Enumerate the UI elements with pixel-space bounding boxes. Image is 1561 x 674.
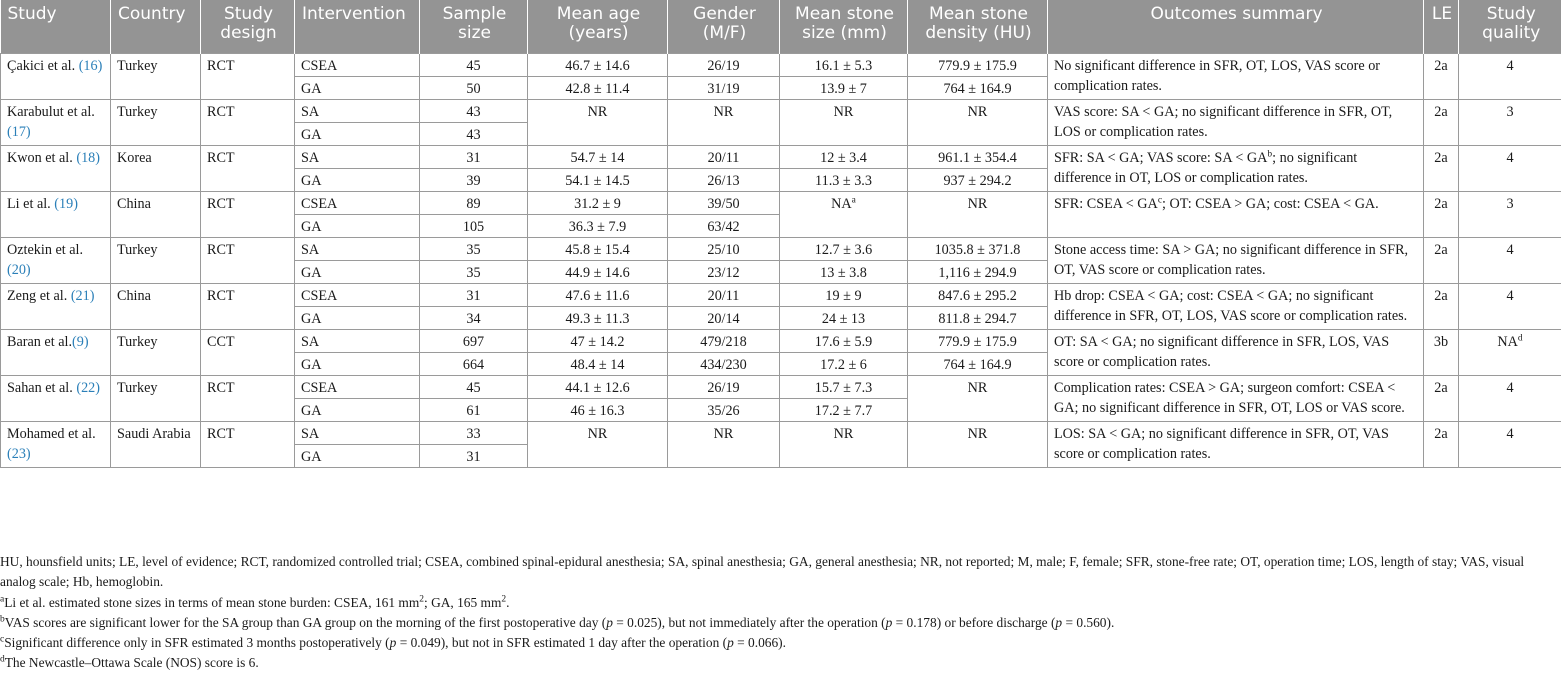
sample-size-cell: 34 bbox=[420, 306, 528, 329]
mean-age-cell: 44.9 ± 14.6 bbox=[528, 260, 668, 283]
header-mean-stone-size: Mean stone size (mm) bbox=[780, 0, 908, 53]
outcomes-text: SFR: SA < GA; VAS score: SA < GA bbox=[1054, 150, 1267, 166]
outcomes-cell: OT: SA < GA; no significant difference in SFR, LOS, VAS score or complication rates. bbox=[1048, 329, 1424, 375]
stone-size-cell: 13 ± 3.8 bbox=[780, 260, 908, 283]
intervention-cell: GA bbox=[295, 214, 420, 237]
p-symbol: p bbox=[886, 615, 893, 630]
design-cell: RCT bbox=[201, 53, 295, 99]
intervention-cell: CSEA bbox=[295, 375, 420, 398]
mean-age-cell: NR bbox=[528, 99, 668, 145]
outcomes-cell: Stone access time: SA > GA; no significant difference in SFR, OT, VAS score or complication rates. bbox=[1048, 237, 1424, 283]
gender-cell: 20/11 bbox=[668, 283, 780, 306]
outcomes-cell bbox=[1048, 145, 1424, 191]
header-row bbox=[1, 0, 1561, 53]
country-cell: Korea bbox=[111, 145, 201, 191]
stone-density-cell: 1,116 ± 294.9 bbox=[908, 260, 1048, 283]
sample-size-cell: 31 bbox=[420, 444, 528, 467]
study-ref-link[interactable]: (16) bbox=[79, 58, 103, 74]
table-row bbox=[1, 53, 1561, 76]
outcomes-text: ; OT: CSEA > GA; cost: CSEA < GA. bbox=[1162, 196, 1379, 212]
outcomes-cell: No significant difference in SFR, OT, LOS, VAS score or complication rates. bbox=[1048, 53, 1424, 99]
table-row bbox=[1, 145, 1561, 168]
study-name: Oztekin et al. bbox=[7, 242, 83, 258]
study-ref-link[interactable]: (22) bbox=[76, 380, 100, 396]
le-cell: 2a bbox=[1424, 421, 1459, 467]
header-sample-size: Sample size bbox=[420, 0, 528, 53]
le-cell: 2a bbox=[1424, 375, 1459, 421]
study-ref-link[interactable]: (23) bbox=[7, 446, 31, 462]
outcomes-text: ; no significant difference in OT, LOS or complication rates. bbox=[1054, 150, 1357, 187]
country-cell: Turkey bbox=[111, 53, 201, 99]
footnote-a bbox=[0, 593, 1561, 613]
footnote-mark: b bbox=[0, 614, 5, 624]
le-cell: 2a bbox=[1424, 191, 1459, 237]
study-name: Sahan et al. bbox=[7, 380, 73, 396]
table-row bbox=[1, 421, 1561, 444]
stone-density-cell: 937 ± 294.2 bbox=[908, 168, 1048, 191]
table-footnotes bbox=[0, 552, 1561, 674]
intervention-cell: CSEA bbox=[295, 53, 420, 76]
sample-size-cell: 35 bbox=[420, 260, 528, 283]
table-row bbox=[1, 283, 1561, 306]
superscript: 2 bbox=[419, 594, 424, 604]
header-gender: Gender (M/F) bbox=[668, 0, 780, 53]
header-le: LE bbox=[1424, 0, 1459, 53]
country-cell: Turkey bbox=[111, 375, 201, 421]
mean-age-cell: 49.3 ± 11.3 bbox=[528, 306, 668, 329]
le-cell: 2a bbox=[1424, 283, 1459, 329]
gender-cell: 35/26 bbox=[668, 398, 780, 421]
footnote-mark: a bbox=[852, 195, 856, 205]
intervention-cell: GA bbox=[295, 168, 420, 191]
quality-cell: 4 bbox=[1459, 53, 1561, 99]
footnote-text: = 0.066). bbox=[734, 635, 786, 650]
mean-age-cell: 46.7 ± 14.6 bbox=[528, 53, 668, 76]
intervention-cell: CSEA bbox=[295, 283, 420, 306]
p-symbol: p bbox=[606, 615, 613, 630]
stone-size-cell: 15.7 ± 7.3 bbox=[780, 375, 908, 398]
study-ref-link[interactable]: (9) bbox=[72, 334, 89, 350]
mean-age-cell: 36.3 ± 7.9 bbox=[528, 214, 668, 237]
sample-size-cell: 105 bbox=[420, 214, 528, 237]
intervention-cell: SA bbox=[295, 145, 420, 168]
intervention-cell: GA bbox=[295, 306, 420, 329]
mean-age-cell: 45.8 ± 15.4 bbox=[528, 237, 668, 260]
table-row bbox=[1, 375, 1561, 398]
intervention-cell: GA bbox=[295, 444, 420, 467]
study-cell bbox=[1, 145, 111, 191]
design-cell: CCT bbox=[201, 329, 295, 375]
stone-density-cell: 811.8 ± 294.7 bbox=[908, 306, 1048, 329]
footnote-text: Significant difference only in SFR estimated 3 months postoperatively ( bbox=[4, 635, 389, 650]
mean-age-cell: 48.4 ± 14 bbox=[528, 352, 668, 375]
gender-cell: NR bbox=[668, 421, 780, 467]
outcomes-cell: Hb drop: CSEA < GA; cost: CSEA < GA; no significant difference in SFR, OT, LOS, VAS score or complication rates. bbox=[1048, 283, 1424, 329]
gender-cell: 39/50 bbox=[668, 191, 780, 214]
design-cell: RCT bbox=[201, 191, 295, 237]
stone-density-cell: 779.9 ± 175.9 bbox=[908, 53, 1048, 76]
study-name: Kwon et al. bbox=[7, 150, 73, 166]
gender-cell: 26/19 bbox=[668, 375, 780, 398]
study-cell bbox=[1, 99, 111, 145]
outcomes-cell: Complication rates: CSEA > GA; surgeon comfort: CSEA < GA; no significant difference in SFR, OT, LOS or VAS score. bbox=[1048, 375, 1424, 421]
quality-cell: 4 bbox=[1459, 375, 1561, 421]
footnote-text: = 0.178) or before discharge ( bbox=[892, 615, 1055, 630]
header-country: Country bbox=[111, 0, 201, 53]
stone-density-cell: NR bbox=[908, 99, 1048, 145]
stone-size-cell: 12.7 ± 3.6 bbox=[780, 237, 908, 260]
mean-age-cell: 54.7 ± 14 bbox=[528, 145, 668, 168]
study-ref-link[interactable]: (19) bbox=[54, 196, 78, 212]
footnote-c bbox=[0, 633, 1561, 653]
quality-cell: 4 bbox=[1459, 283, 1561, 329]
outcomes-cell bbox=[1048, 191, 1424, 237]
stone-size-cell: 11.3 ± 3.3 bbox=[780, 168, 908, 191]
mean-age-cell: 54.1 ± 14.5 bbox=[528, 168, 668, 191]
intervention-cell: GA bbox=[295, 122, 420, 145]
outcomes-text: SFR: CSEA < GA bbox=[1054, 196, 1158, 212]
le-cell: 2a bbox=[1424, 53, 1459, 99]
study-name: Mohamed et al. bbox=[7, 426, 96, 442]
study-name: Çakici et al. bbox=[7, 58, 75, 74]
superscript: 2 bbox=[501, 594, 506, 604]
p-symbol: p bbox=[390, 635, 397, 650]
header-mean-age: Mean age (years) bbox=[528, 0, 668, 53]
design-cell: RCT bbox=[201, 421, 295, 467]
country-cell: China bbox=[111, 283, 201, 329]
quality-cell: 3 bbox=[1459, 191, 1561, 237]
p-symbol: p bbox=[1055, 615, 1062, 630]
mean-age-cell: 46 ± 16.3 bbox=[528, 398, 668, 421]
study-cell bbox=[1, 375, 111, 421]
stone-size-cell: 19 ± 9 bbox=[780, 283, 908, 306]
stone-density-cell: 847.6 ± 295.2 bbox=[908, 283, 1048, 306]
gender-cell: NR bbox=[668, 99, 780, 145]
sample-size-cell: 697 bbox=[420, 329, 528, 352]
gender-cell: 31/19 bbox=[668, 76, 780, 99]
design-cell: RCT bbox=[201, 375, 295, 421]
footnote-mark: d bbox=[1518, 333, 1523, 343]
study-name: Zeng et al. bbox=[7, 288, 67, 304]
quality-text: NA bbox=[1497, 334, 1518, 350]
stone-density-cell: 764 ± 164.9 bbox=[908, 76, 1048, 99]
gender-cell: 26/19 bbox=[668, 53, 780, 76]
footnote-text: . bbox=[506, 595, 509, 610]
study-name: Karabulut et al. bbox=[7, 104, 95, 120]
stone-size-cell: 24 ± 13 bbox=[780, 306, 908, 329]
study-name: Li et al. bbox=[7, 196, 51, 212]
design-cell: RCT bbox=[201, 145, 295, 191]
intervention-cell: GA bbox=[295, 76, 420, 99]
sample-size-cell: 45 bbox=[420, 375, 528, 398]
intervention-cell: GA bbox=[295, 260, 420, 283]
stone-density-cell: NR bbox=[908, 191, 1048, 237]
footnote-text: = 0.049), but not in SFR estimated 1 day after the operation ( bbox=[396, 635, 727, 650]
study-ref-link[interactable]: (21) bbox=[71, 288, 95, 304]
sample-size-cell: 664 bbox=[420, 352, 528, 375]
mean-age-cell: 31.2 ± 9 bbox=[528, 191, 668, 214]
footnote-d bbox=[0, 653, 1561, 673]
stone-density-cell: 764 ± 164.9 bbox=[908, 352, 1048, 375]
stone-size-cell bbox=[780, 191, 908, 237]
gender-cell: 20/11 bbox=[668, 145, 780, 168]
footnote-mark: d bbox=[0, 655, 5, 665]
gender-cell: 23/12 bbox=[668, 260, 780, 283]
header-study: Study bbox=[1, 0, 111, 53]
study-ref-link[interactable]: (17) bbox=[7, 124, 31, 140]
stone-density-cell: 1035.8 ± 371.8 bbox=[908, 237, 1048, 260]
study-name: Baran et al. bbox=[7, 334, 72, 350]
sample-size-cell: 39 bbox=[420, 168, 528, 191]
header-mean-stone-density: Mean stone density (HU) bbox=[908, 0, 1048, 53]
le-cell: 2a bbox=[1424, 237, 1459, 283]
sample-size-cell: 50 bbox=[420, 76, 528, 99]
sample-size-cell: 61 bbox=[420, 398, 528, 421]
design-cell: RCT bbox=[201, 283, 295, 329]
stone-size-cell: NR bbox=[780, 99, 908, 145]
intervention-cell: SA bbox=[295, 237, 420, 260]
study-cell bbox=[1, 283, 111, 329]
gender-cell: 26/13 bbox=[668, 168, 780, 191]
footnote-mark: b bbox=[1267, 149, 1272, 159]
sample-size-cell: 33 bbox=[420, 421, 528, 444]
footnote-mark: c bbox=[0, 635, 4, 645]
outcomes-cell: VAS score: SA < GA; no significant difference in SFR, OT, LOS or complication rates. bbox=[1048, 99, 1424, 145]
gender-cell: 25/10 bbox=[668, 237, 780, 260]
sample-size-cell: 45 bbox=[420, 53, 528, 76]
intervention-cell: SA bbox=[295, 421, 420, 444]
le-cell: 3b bbox=[1424, 329, 1459, 375]
intervention-cell: GA bbox=[295, 352, 420, 375]
quality-cell: 4 bbox=[1459, 421, 1561, 467]
stone-density-cell: 961.1 ± 354.4 bbox=[908, 145, 1048, 168]
header-study-quality: Study quality bbox=[1459, 0, 1561, 53]
sample-size-cell: 89 bbox=[420, 191, 528, 214]
abbreviation-legend: HU, hounsfield units; LE, level of evidence; RCT, randomized controlled trial; CSEA, combined spinal-epidural anesthesia; SA, spinal anesthesia; GA, general anesthesia; NR, not reported; M, male; F, female; SFR, stone-free rate; OT, operation time; LOS, length of stay; VAS, visual analog scale; Hb, hemoglobin. bbox=[0, 552, 1561, 593]
intervention-cell: SA bbox=[295, 329, 420, 352]
gender-cell: 20/14 bbox=[668, 306, 780, 329]
mean-age-cell: 47.6 ± 11.6 bbox=[528, 283, 668, 306]
quality-cell: 4 bbox=[1459, 145, 1561, 191]
footnote-text: ; GA, 165 mm bbox=[424, 595, 501, 610]
stone-size-cell: NR bbox=[780, 421, 908, 467]
mean-age-cell: NR bbox=[528, 421, 668, 467]
table-row bbox=[1, 99, 1561, 122]
footnote-text: Li et al. estimated stone sizes in terms of mean stone burden: CSEA, 161 mm bbox=[4, 595, 419, 610]
study-cell bbox=[1, 191, 111, 237]
table-row bbox=[1, 191, 1561, 214]
header-intervention: Intervention bbox=[295, 0, 420, 53]
quality-cell: 3 bbox=[1459, 99, 1561, 145]
mean-age-cell: 44.1 ± 12.6 bbox=[528, 375, 668, 398]
sample-size-cell: 43 bbox=[420, 99, 528, 122]
stone-density-cell: 779.9 ± 175.9 bbox=[908, 329, 1048, 352]
country-cell: Turkey bbox=[111, 329, 201, 375]
stone-size-cell: 16.1 ± 5.3 bbox=[780, 53, 908, 76]
footnote-text: The Newcastle–Ottawa Scale (NOS) score is 6. bbox=[5, 655, 259, 670]
stone-density-cell: NR bbox=[908, 421, 1048, 467]
country-cell: Saudi Arabia bbox=[111, 421, 201, 467]
country-cell: China bbox=[111, 191, 201, 237]
footnote-text: VAS scores are significant lower for the SA group than GA group on the morning of the first postoperative day ( bbox=[5, 615, 606, 630]
footnote-b bbox=[0, 613, 1561, 633]
study-ref-link[interactable]: (18) bbox=[76, 150, 100, 166]
intervention-cell: CSEA bbox=[295, 191, 420, 214]
country-cell: Turkey bbox=[111, 237, 201, 283]
intervention-cell: GA bbox=[295, 398, 420, 421]
stone-size-cell: 12 ± 3.4 bbox=[780, 145, 908, 168]
study-cell bbox=[1, 421, 111, 467]
table-row bbox=[1, 329, 1561, 352]
le-cell: 2a bbox=[1424, 99, 1459, 145]
study-cell bbox=[1, 237, 111, 283]
intervention-cell: SA bbox=[295, 99, 420, 122]
stone-size-cell: 17.2 ± 7.7 bbox=[780, 398, 908, 421]
stone-size-cell: 17.2 ± 6 bbox=[780, 352, 908, 375]
table-row bbox=[1, 237, 1561, 260]
header-study-design: Study design bbox=[201, 0, 295, 53]
sample-size-cell: 43 bbox=[420, 122, 528, 145]
stone-size-cell: 17.6 ± 5.9 bbox=[780, 329, 908, 352]
footnote-mark: c bbox=[1158, 195, 1162, 205]
mean-age-cell: 47 ± 14.2 bbox=[528, 329, 668, 352]
gender-cell: 63/42 bbox=[668, 214, 780, 237]
mean-age-cell: 42.8 ± 11.4 bbox=[528, 76, 668, 99]
sample-size-cell: 35 bbox=[420, 237, 528, 260]
le-cell: 2a bbox=[1424, 145, 1459, 191]
stone-size-text: NA bbox=[831, 196, 852, 212]
design-cell: RCT bbox=[201, 237, 295, 283]
stone-size-cell: 13.9 ± 7 bbox=[780, 76, 908, 99]
header-outcomes-summary: Outcomes summary bbox=[1048, 0, 1424, 53]
gender-cell: 479/218 bbox=[668, 329, 780, 352]
footnote-mark: a bbox=[0, 594, 4, 604]
quality-cell bbox=[1459, 329, 1561, 375]
outcomes-cell: LOS: SA < GA; no significant difference in SFR, OT, VAS score or complication rates. bbox=[1048, 421, 1424, 467]
sample-size-cell: 31 bbox=[420, 283, 528, 306]
footnote-text: = 0.560). bbox=[1062, 615, 1114, 630]
country-cell: Turkey bbox=[111, 99, 201, 145]
quality-cell: 4 bbox=[1459, 237, 1561, 283]
study-ref-link[interactable]: (20) bbox=[7, 262, 31, 278]
sample-size-cell: 31 bbox=[420, 145, 528, 168]
design-cell: RCT bbox=[201, 99, 295, 145]
study-cell bbox=[1, 329, 111, 375]
stone-density-cell: NR bbox=[908, 375, 1048, 421]
gender-cell: 434/230 bbox=[668, 352, 780, 375]
footnote-text: = 0.025), but not immediately after the operation ( bbox=[613, 615, 886, 630]
p-symbol: p bbox=[727, 635, 734, 650]
study-cell bbox=[1, 53, 111, 99]
